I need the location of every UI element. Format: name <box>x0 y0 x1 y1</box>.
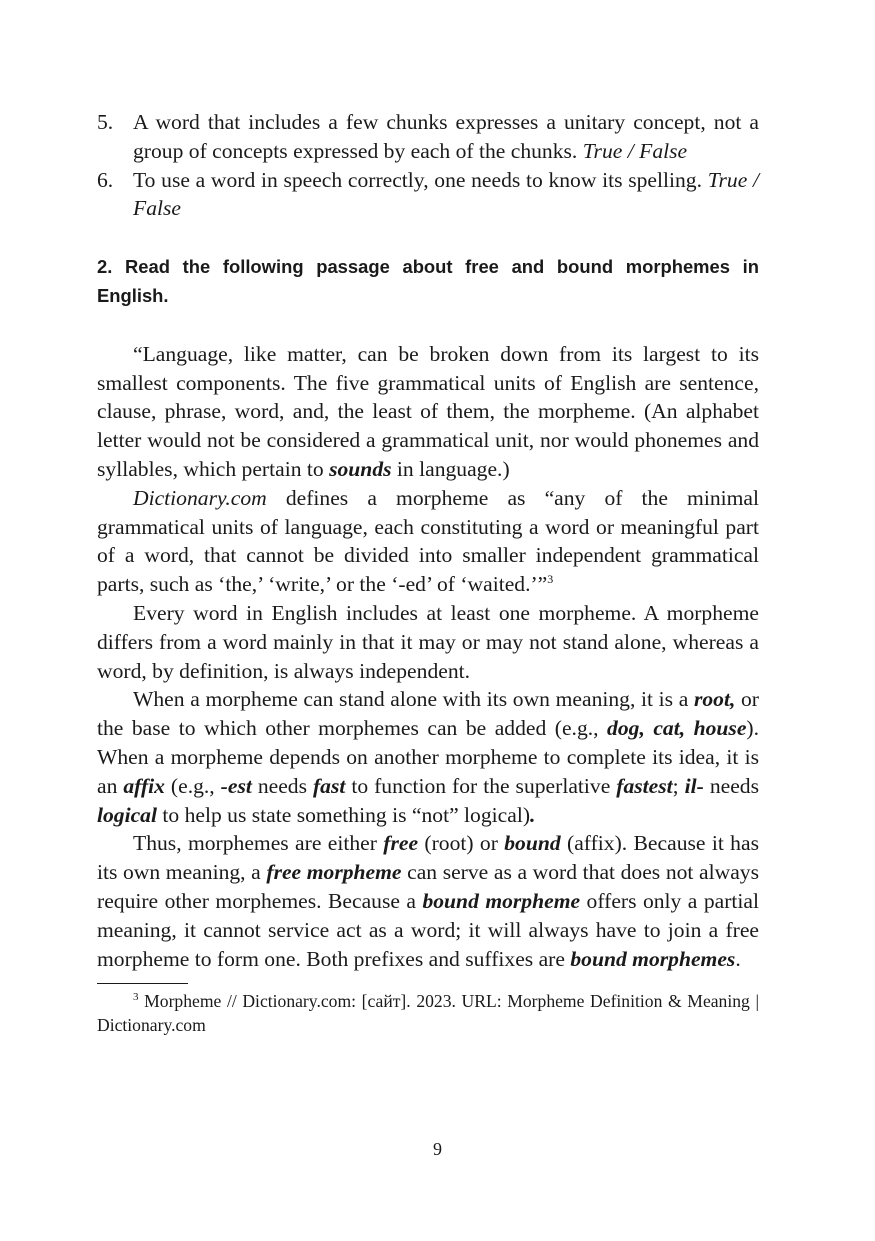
emphasis-term: bound morphemes <box>570 946 736 971</box>
emphasis-term: root, <box>693 687 736 712</box>
emphasis-term: free morpheme <box>266 860 402 885</box>
question-item-5 <box>97 108 759 166</box>
question-item-6 <box>97 166 759 224</box>
task-heading: 2. Read the following passage about free and bound morphemes in English. <box>97 256 759 306</box>
paragraph-1 <box>97 340 759 484</box>
footnote-text: Morpheme // Dictionary.com: [сайт]. 2023. URL: Morpheme Definition & Meaning | Dictionary.com <box>97 991 759 1035</box>
question-text: A word that includes a few chunks expresses a unitary concept, not a group of concepts expressed by each of the chunks. <box>133 110 759 163</box>
text: needs <box>251 773 313 798</box>
passage <box>97 340 759 974</box>
true-false-answer: True / False <box>582 138 688 163</box>
paragraph-3 <box>97 599 759 685</box>
question-number: 6. <box>97 167 114 192</box>
document-page <box>97 108 759 1037</box>
emphasis-term: bound morpheme <box>422 888 581 913</box>
text: defines a morpheme as “any of the minimal grammatical units of language, each constituting a word or meaningful part of a word, that cannot be divided into smaller independent grammatical parts, such as ‘the,’ ‘write,’ or the ‘-ed’ of ‘waited.’” <box>97 485 759 597</box>
paragraph-4 <box>97 685 759 829</box>
true-false-answer: True / False <box>133 167 759 221</box>
emphasis-term: logical <box>97 802 157 827</box>
page-number: 9 <box>433 1139 442 1159</box>
text: (root) or <box>418 831 505 856</box>
footnote-divider <box>97 983 188 984</box>
text: (e.g., <box>164 773 221 798</box>
text: “Language, like matter, can be broken down from its largest to its smallest components. The five grammatical units of English are sentence, clause, phrase, word, and, the least of them, the morpheme. (An alphabet letter would not be considered a grammatical unit, nor would phonemes and syllables, which pertain to <box>97 341 759 481</box>
text: can serve as a word that does not always require other morphemes. Because a <box>97 860 759 913</box>
emphasis-term: . <box>530 802 536 827</box>
text: When a morpheme can stand alone with its own meaning, it is a <box>133 687 694 712</box>
footnote-marker: 3 <box>133 991 139 1004</box>
text: . <box>735 946 741 971</box>
emphasis-term: fastest <box>616 773 673 798</box>
text: to function for the superlative <box>345 773 617 798</box>
emphasis-term: bound <box>504 831 561 856</box>
footnote <box>97 990 759 1037</box>
emphasis-term: il- <box>684 773 704 798</box>
emphasis-term: fast <box>312 773 346 798</box>
text: ; <box>672 773 685 798</box>
emphasis-term: dog, cat, house <box>607 716 747 741</box>
text: (affix). Because it has its own meaning, a <box>97 831 759 885</box>
question-list <box>97 108 759 223</box>
text: Thus, morphemes are either <box>133 831 384 856</box>
question-text: To use a word in speech correctly, one needs to know its spelling. <box>133 167 702 192</box>
paragraph-5 <box>97 829 759 973</box>
emphasis-term: free <box>383 831 419 856</box>
text: to help us state something is “not” logical) <box>156 802 531 827</box>
paragraph-2 <box>97 484 759 599</box>
text: or the base to which other morphemes can be added (e.g., <box>97 687 759 741</box>
emphasis-term: affix <box>123 773 165 798</box>
text: ). When a morpheme depends on another morpheme to complete its idea, it is an <box>97 716 759 798</box>
text: Every word in English includes at least one morpheme. A morpheme differs from a word mainly in that it may or may not stand alone, whereas a word, by definition, is always independent. <box>97 600 759 683</box>
source-name: Dictionary.com <box>133 485 267 510</box>
text: offers only a partial meaning, it cannot service act as a word; it will always have to join a free morpheme to form one. Both prefixes and suffixes are <box>97 888 759 971</box>
text: needs <box>703 773 759 798</box>
emphasis-term: sounds <box>329 456 392 481</box>
footnote-reference: 3 <box>547 571 554 586</box>
question-number: 5. <box>97 110 114 134</box>
emphasis-term: -est <box>220 773 252 798</box>
text: in language.) <box>391 456 510 481</box>
